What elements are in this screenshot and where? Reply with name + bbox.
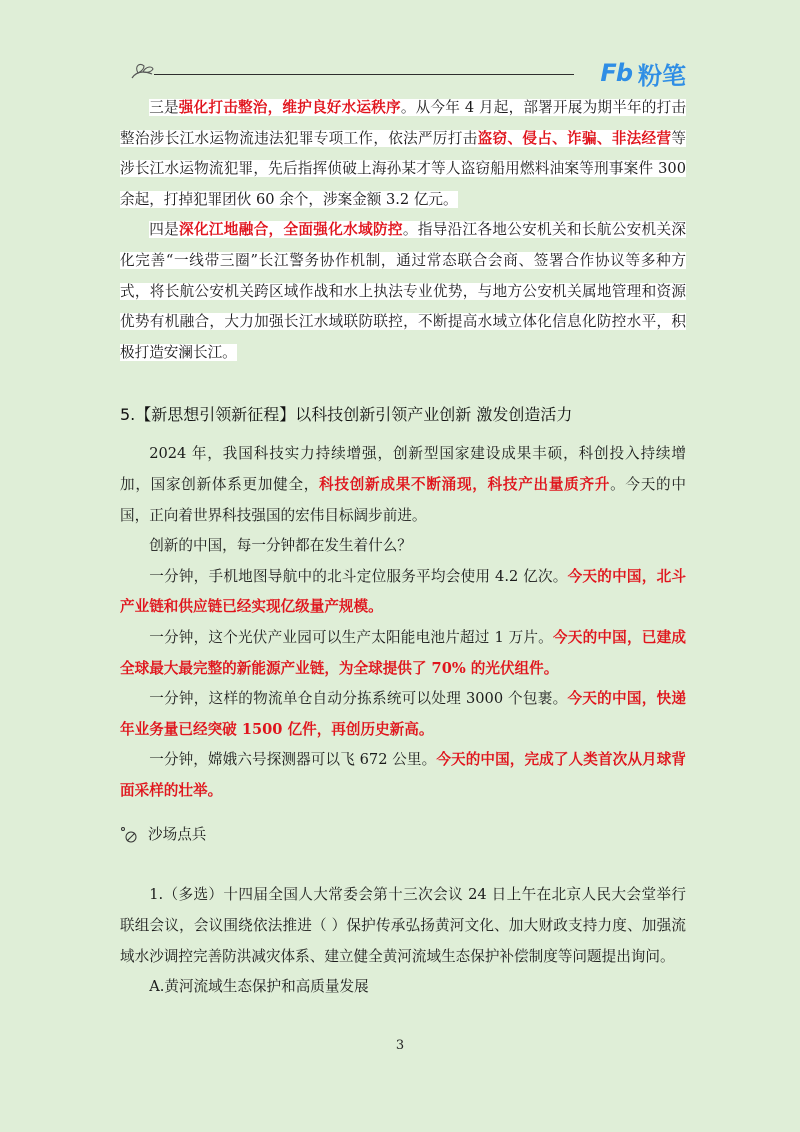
paragraph-three: 三是强化打击整治，维护良好水运秩序。从今年 4 月起，部署开展为期半年的打击整治涉长江水运物流违法犯罪专项工作，依法严厉打击盗窃、侵占、诈骗、非法经营等涉长江水运物流犯罪，先后指挥侦破上海孙某才等人盗窃船用燃料油案等刑事案件 300 余起，打掉犯罪团伙 60 余个，涉案金额 3.2 亿元。 [120, 99, 686, 208]
section-paragraph-logistics: 一分钟，这样的物流单仓自动分拣系统可以处理 3000 个包裹。今天的中国，快递年业务量已经突破 1500 亿件，再创历史新高。 [120, 690, 686, 738]
logo-name: 粉笔 [638, 61, 686, 90]
leaf-sprout-icon [126, 60, 156, 82]
question-one: 1.（多选）十四届全国人大常委会第十三次会议 24 日上午在北京人民大会堂举行联组会议，会议围绕依法推进（ ）保护传承弘扬黄河文化、加大财政支持力度、加强流域水沙调控完善防洪减灾体系、建立健全黄河流域生态保护补偿制度等问题提出询问。 [120, 886, 686, 965]
section-paragraph-question: 创新的中国，每一分钟都在发生着什么？ [149, 537, 412, 555]
section-paragraph-change6: 一分钟，嫦娥六号探测器可以飞 672 公里。今天的中国，完成了人类首次从月球背面采样的壮举。 [120, 751, 686, 799]
brand-logo [574, 58, 686, 88]
page-number: 3 [395, 1038, 405, 1053]
logo-mark: Fb [600, 59, 632, 87]
paragraph-four: 四是深化江地融合，全面强化水域防控。指导沿江各地公安机关和长航公安机关深化完善“一线带三圈”长江警务协作机制，通过常态联合会商、签署合作协议等多种方式，将长航公安机关跨区域作战和水上执法专业优势，与地方公安机关属地管理和资源优势有机融合，大力加强长江水域联防联控，不断提高水域立体化信息化防控水平，积极打造安澜长江。 [120, 221, 686, 361]
page-header [126, 56, 686, 90]
question-option-a: A.黄河流域生态保护和高质量发展 [149, 978, 369, 996]
section-title: 5.【新思想引领新征程】以科技创新引领产业创新 激发创造活力 [120, 405, 573, 425]
section-paragraph-intro: 2024 年，我国科技实力持续增强，创新型国家建设成果丰硕，科创投入持续增加，国家创新体系更加健全，科技创新成果不断涌现，科技产出量质齐升。今天的中国，正向着世界科技强国的宏伟目标阔步前进。 [120, 445, 686, 524]
practice-heading-text: 沙场点兵 [148, 826, 207, 844]
page-content [120, 93, 686, 1003]
section-paragraph-solar: 一分钟，这个光伏产业园可以生产太阳能电池片超过 1 万片。今天的中国，已建成全球最大最完整的新能源产业链，为全球提供了 70% 的光伏组件。 [120, 628, 686, 677]
practice-heading [120, 820, 686, 850]
pen-icon [120, 826, 138, 844]
header-rule [154, 74, 574, 75]
section-paragraph-beidou: 一分钟，手机地图导航中的北斗定位服务平均会使用 4.2 亿次。今天的中国，北斗产业链和供应链已经实现亿级量产规模。 [120, 567, 686, 616]
